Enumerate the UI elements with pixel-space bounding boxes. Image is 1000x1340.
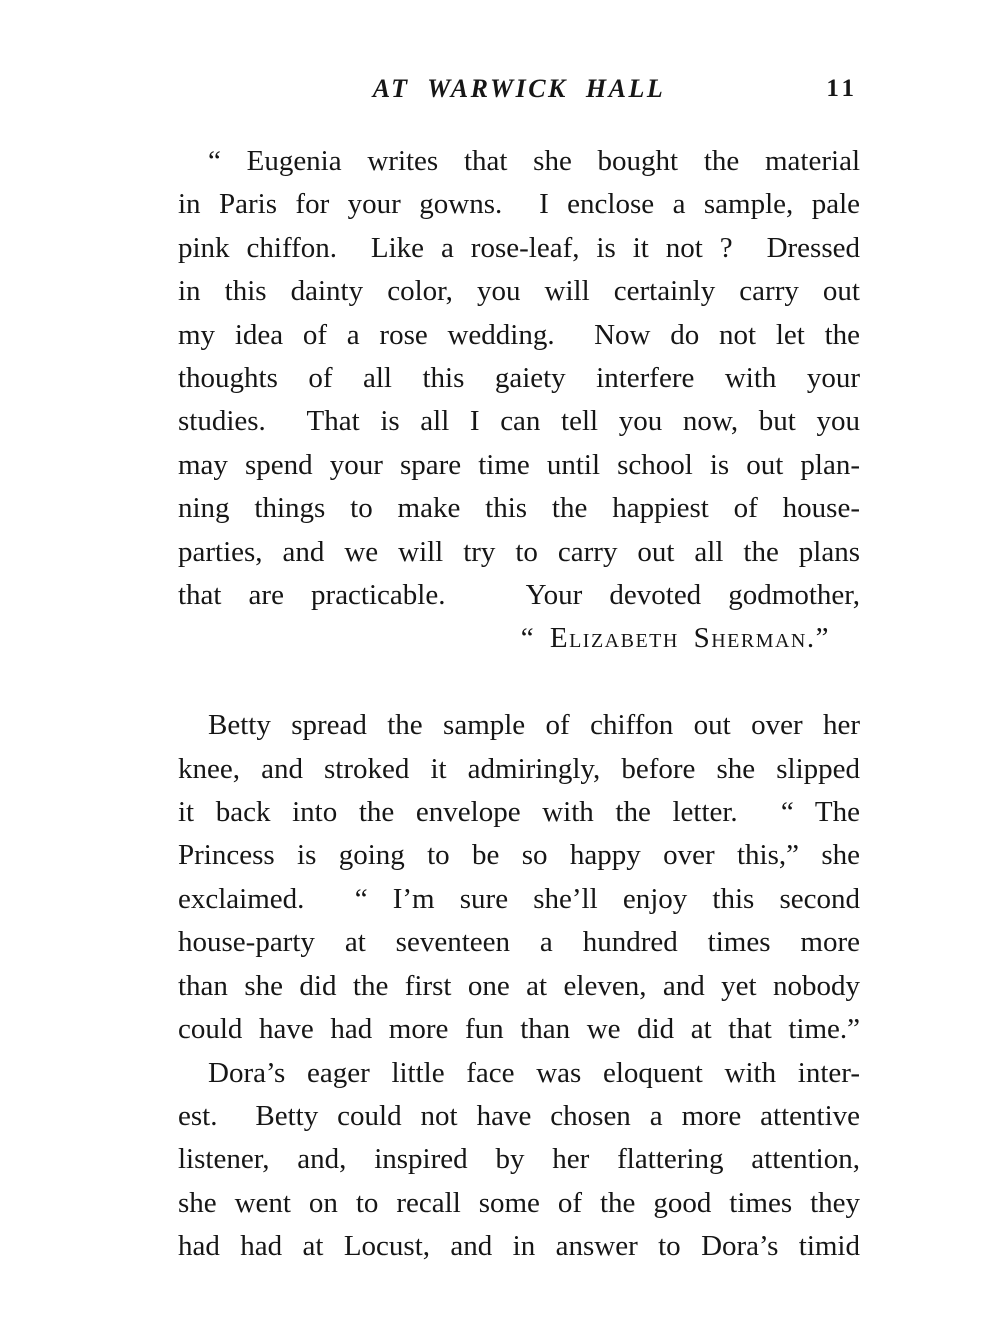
- signature-line: “ Elizabeth Sherman.”: [520, 622, 830, 655]
- text-line: in Paris for your gowns. I enclose a sample, pale: [178, 188, 860, 221]
- text-line: exclaimed. “ I’m sure she’ll enjoy this second: [178, 882, 860, 915]
- text-line: may spend your spare time until school is out plan-: [178, 448, 860, 481]
- text-line: house-party at seventeen a hundred times more: [178, 926, 860, 959]
- text-line: knee, and stroked it admiringly, before she slipped: [178, 752, 860, 785]
- text-line: listener, and, inspired by her flattering attention,: [178, 1143, 860, 1176]
- text-line: “ Eugenia writes that she bought the material: [208, 145, 860, 177]
- text-line: Betty spread the sample of chiffon out over her: [208, 709, 860, 742]
- text-line: studies. That is all I can tell you now, but you: [178, 405, 860, 438]
- text-line: she went on to recall some of the good times they: [178, 1186, 860, 1219]
- text-body: [178, 140, 860, 1269]
- text-line: Dora’s eager little face was eloquent with inter-: [208, 1056, 860, 1089]
- page-title: AT WARWICK HALL: [372, 74, 666, 103]
- text-line: it back into the envelope with the letter. “ The: [178, 796, 860, 829]
- text-line: in this dainty color, you will certainly carry out: [178, 275, 860, 308]
- text-line: my idea of a rose wedding. Now do not let the: [178, 318, 860, 351]
- text-line: could have had more fun than we did at that time.”: [178, 1013, 860, 1046]
- narrative-paragraph-1: [178, 704, 860, 1051]
- text-line: than she did the first one at eleven, and yet nobody: [178, 969, 860, 1002]
- text-line: that are practicable. Your devoted godmother,: [178, 579, 860, 612]
- text-line: est. Betty could not have chosen a more attentive: [178, 1099, 860, 1132]
- narrative-paragraph-2: [178, 1052, 860, 1269]
- page-number: 11: [826, 75, 858, 102]
- text-line: parties, and we will try to carry out all the plans: [178, 535, 860, 568]
- text-line: thoughts of all this gaiety interfere with your: [178, 362, 860, 395]
- letter-paragraph: [178, 140, 860, 661]
- text-line: Princess is going to be so happy over this,” she: [178, 839, 860, 872]
- text-line: pink chiffon. Like a rose-leaf, is it not ? Dressed: [178, 231, 860, 264]
- running-header: [178, 74, 860, 108]
- text-line: ning things to make this the happiest of house-: [178, 492, 860, 525]
- text-line: had had at Locust, and in answer to Dora’s timid: [178, 1230, 860, 1263]
